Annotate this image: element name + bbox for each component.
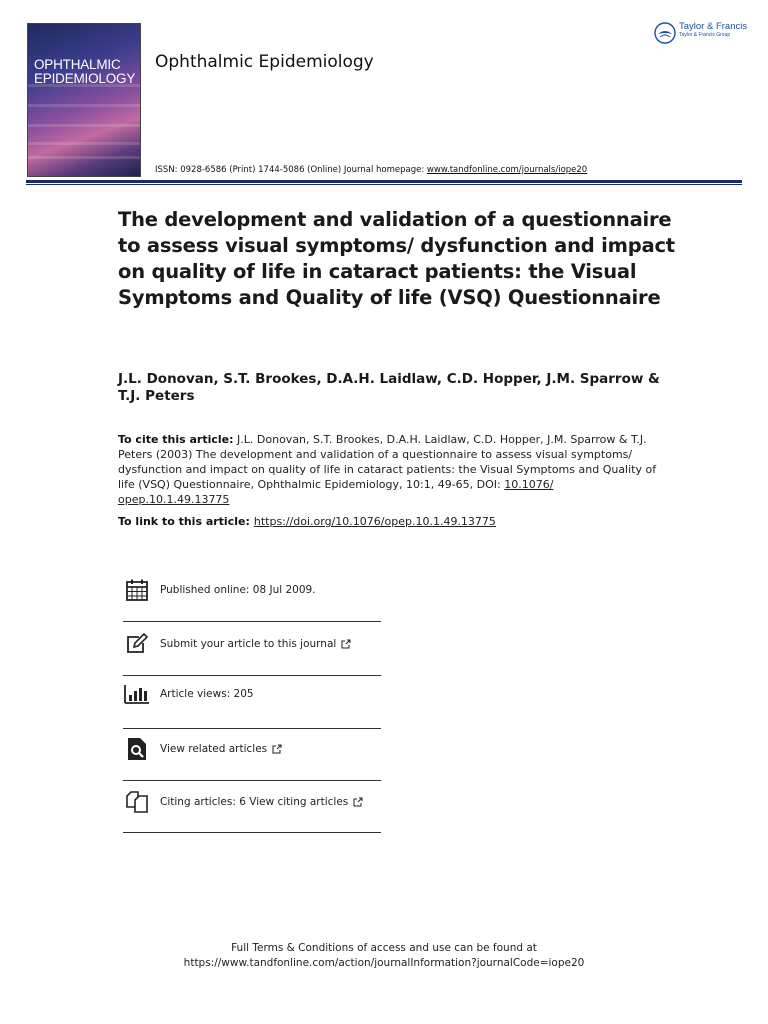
external-link-icon [272,744,282,754]
header-divider-thin [26,184,742,185]
citation-text: J.L. Donovan, S.T. Brookes, D.A.H. Laidlaw, C.D. Hopper, J.M. Sparrow & T.J. Peters (2003) The development and validation of a questionnaire to assess visual symptoms/ dysfunction and impact on quality of life in cataract patients: the Visual Symptoms and Quality of life (VSQ) Questionnaire, Ophthalmic Epidemiology, 10:1, 49-65, DOI: [118,433,657,491]
external-link-icon [341,639,351,649]
article-title: The development and validation of a questionnaire to assess visual symptoms/ dysfunction and impact on quality of life in cataract patients: the Visual Symptoms and Quality of life (VSQ) Questionnaire [118,208,675,309]
taylor-francis-logo-icon [654,22,676,44]
header-divider [26,180,742,183]
terms-url[interactable]: https://www.tandfonline.com/action/journalInformation?journalCode=iope20 [183,957,585,969]
publisher-name: Taylor & Francis [679,21,748,32]
citation-block [118,432,658,507]
article-authors: J.L. Donovan, S.T. Brookes, D.A.H. Laidlaw, C.D. Hopper, J.M. Sparrow & T.J. Peters [118,371,660,404]
citation-doi-link[interactable]: 10.1076/ opep.10.1.49.13775 [118,478,554,506]
citing-articles-item[interactable] [124,776,380,828]
related-articles-link[interactable]: View related articles [160,743,268,755]
citation-label: To cite this article: [118,433,234,446]
published-online-text: Published online: 08 Jul 2009. [160,584,316,596]
bar-chart-icon [124,681,150,707]
meta-divider [123,832,381,833]
citing-documents-icon [124,789,150,815]
publisher-logo[interactable] [654,22,747,44]
calendar-icon [124,577,150,603]
published-online-item [124,564,380,616]
cover-title: OPHTHALMIC EPIDEMIOLOGY [34,57,136,86]
journal-name: Ophthalmic Epidemiology [155,52,374,72]
issn-text: ISSN: 0928-6586 (Print) 1744-5086 (Online) Journal homepage: [155,165,427,175]
journal-cover-image [27,23,141,177]
document-search-icon [124,736,150,762]
article-views-item [124,668,380,720]
submit-article-link[interactable]: Submit your article to this journal [160,638,337,650]
article-doi-link[interactable]: https://doi.org/10.1076/opep.10.1.49.13775 [253,515,496,528]
edit-pencil-icon [124,631,150,657]
terms-footer [0,941,768,971]
publisher-group: Taylor & Francis Group [679,32,731,38]
external-link-icon [353,797,363,807]
link-label: To link to this article: [118,515,250,528]
article-views-text: Article views: 205 [160,688,254,700]
citing-articles-link[interactable]: Citing articles: 6 View citing articles [160,796,349,808]
issn-line [155,165,587,175]
journal-homepage-link[interactable]: www.tandfonline.com/journals/iope20 [426,165,588,175]
related-articles-item[interactable] [124,723,380,775]
terms-text: Full Terms & Conditions of access and use can be found at [231,942,537,954]
article-link-line [118,515,678,528]
submit-article-item[interactable] [124,618,380,670]
